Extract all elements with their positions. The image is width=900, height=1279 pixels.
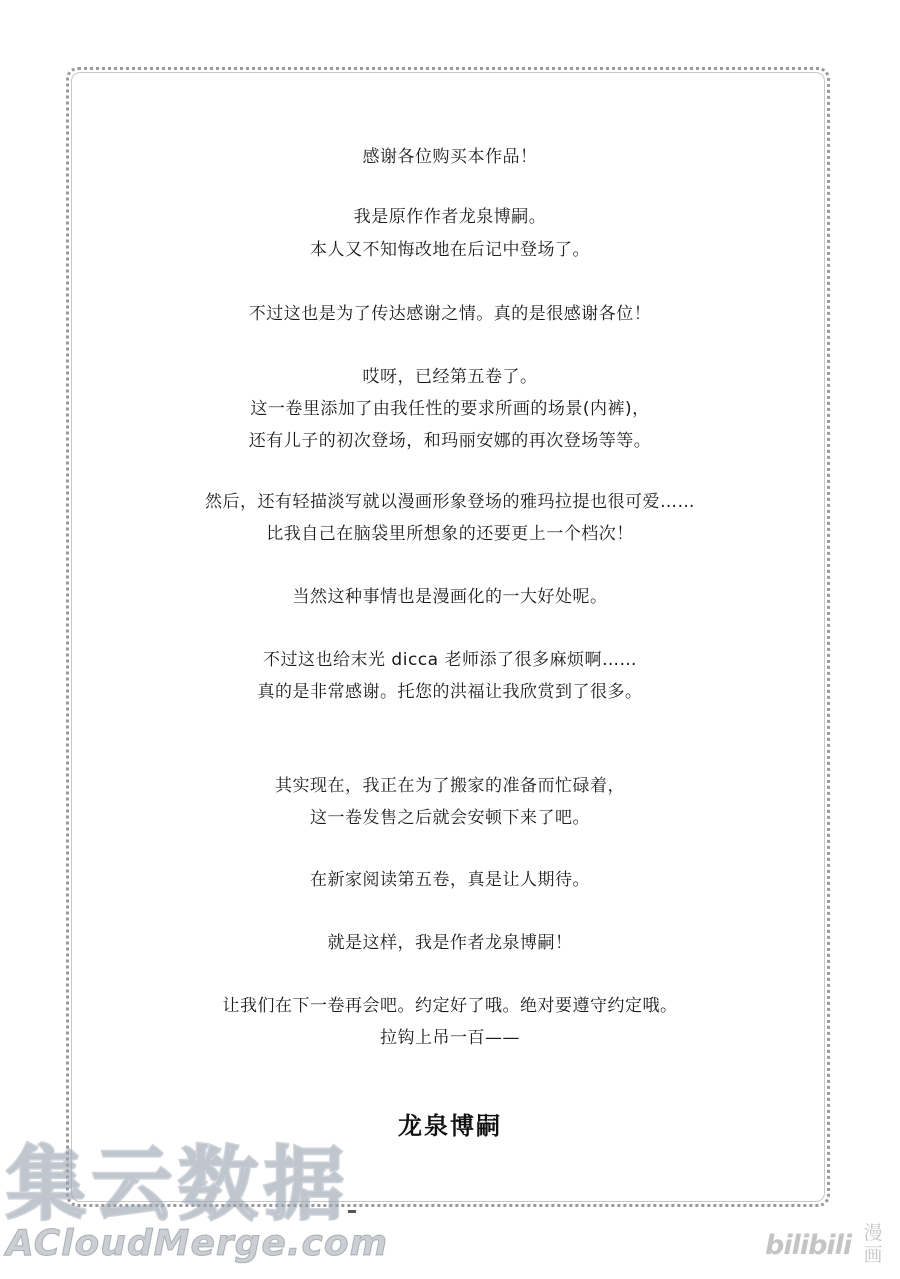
afterword-line: 不过这也是为了传达感谢之情。真的是很感谢各位！: [248, 304, 652, 324]
afterword-line: 我是原作作者龙泉博嗣。: [353, 207, 547, 227]
afterword-line: 然后，还有轻描淡写就以漫画形象登场的雅玛拉提也很可爱……: [205, 492, 695, 512]
afterword-line: 这一卷里添加了由我任性的要求所画的场景(内裤)，: [250, 399, 650, 419]
afterword-line: 就是这样，我是作者龙泉博嗣！: [327, 933, 573, 953]
afterword-line: 其实现在，我正在为了搬家的准备而忙碌着，: [275, 776, 625, 796]
brand-chinese-top: 漫: [863, 1222, 883, 1244]
brand-chinese-bottom: 画: [863, 1244, 883, 1266]
afterword-line: 本人又不知悔改地在后记中登场了。: [310, 240, 590, 260]
page-mark: [348, 1210, 356, 1213]
afterword-line: 不过这也给末光 dicca 老师添了很多麻烦啊……: [263, 650, 637, 670]
afterword-line: 拉钩上吊一百——: [380, 1028, 520, 1048]
bilibili-manga-logo: [765, 1222, 895, 1272]
brand-latin: bilibili: [765, 1230, 852, 1261]
afterword-line: 哎呀，已经第五卷了。: [362, 367, 538, 387]
afterword-line: 让我们在下一卷再会吧。约定好了哦。绝对要遵守约定哦。: [222, 996, 678, 1016]
watermark-chinese: 集云数据: [6, 1138, 350, 1231]
afterword-line: 这一卷发售之后就会安顿下来了吧。: [310, 808, 590, 828]
watermark-english: ACloudMerge.com: [6, 1223, 389, 1264]
afterword-line: 还有儿子的初次登场，和玛丽安娜的再次登场等等。: [248, 431, 652, 451]
afterword-line: 感谢各位购买本作品！: [362, 147, 538, 167]
afterword-line: 在新家阅读第五卷，真是让人期待。: [310, 870, 590, 890]
afterword-line: 当然这种事情也是漫画化的一大好处呢。: [292, 587, 608, 607]
afterword-line: 真的是非常感谢。托您的洪福让我欣赏到了很多。: [257, 682, 643, 702]
author-signature: 龙泉博嗣: [398, 1112, 502, 1140]
afterword-line: 比我自己在脑袋里所想象的还要更上一个档次！: [266, 524, 634, 544]
brand-chinese: [861, 1222, 885, 1266]
